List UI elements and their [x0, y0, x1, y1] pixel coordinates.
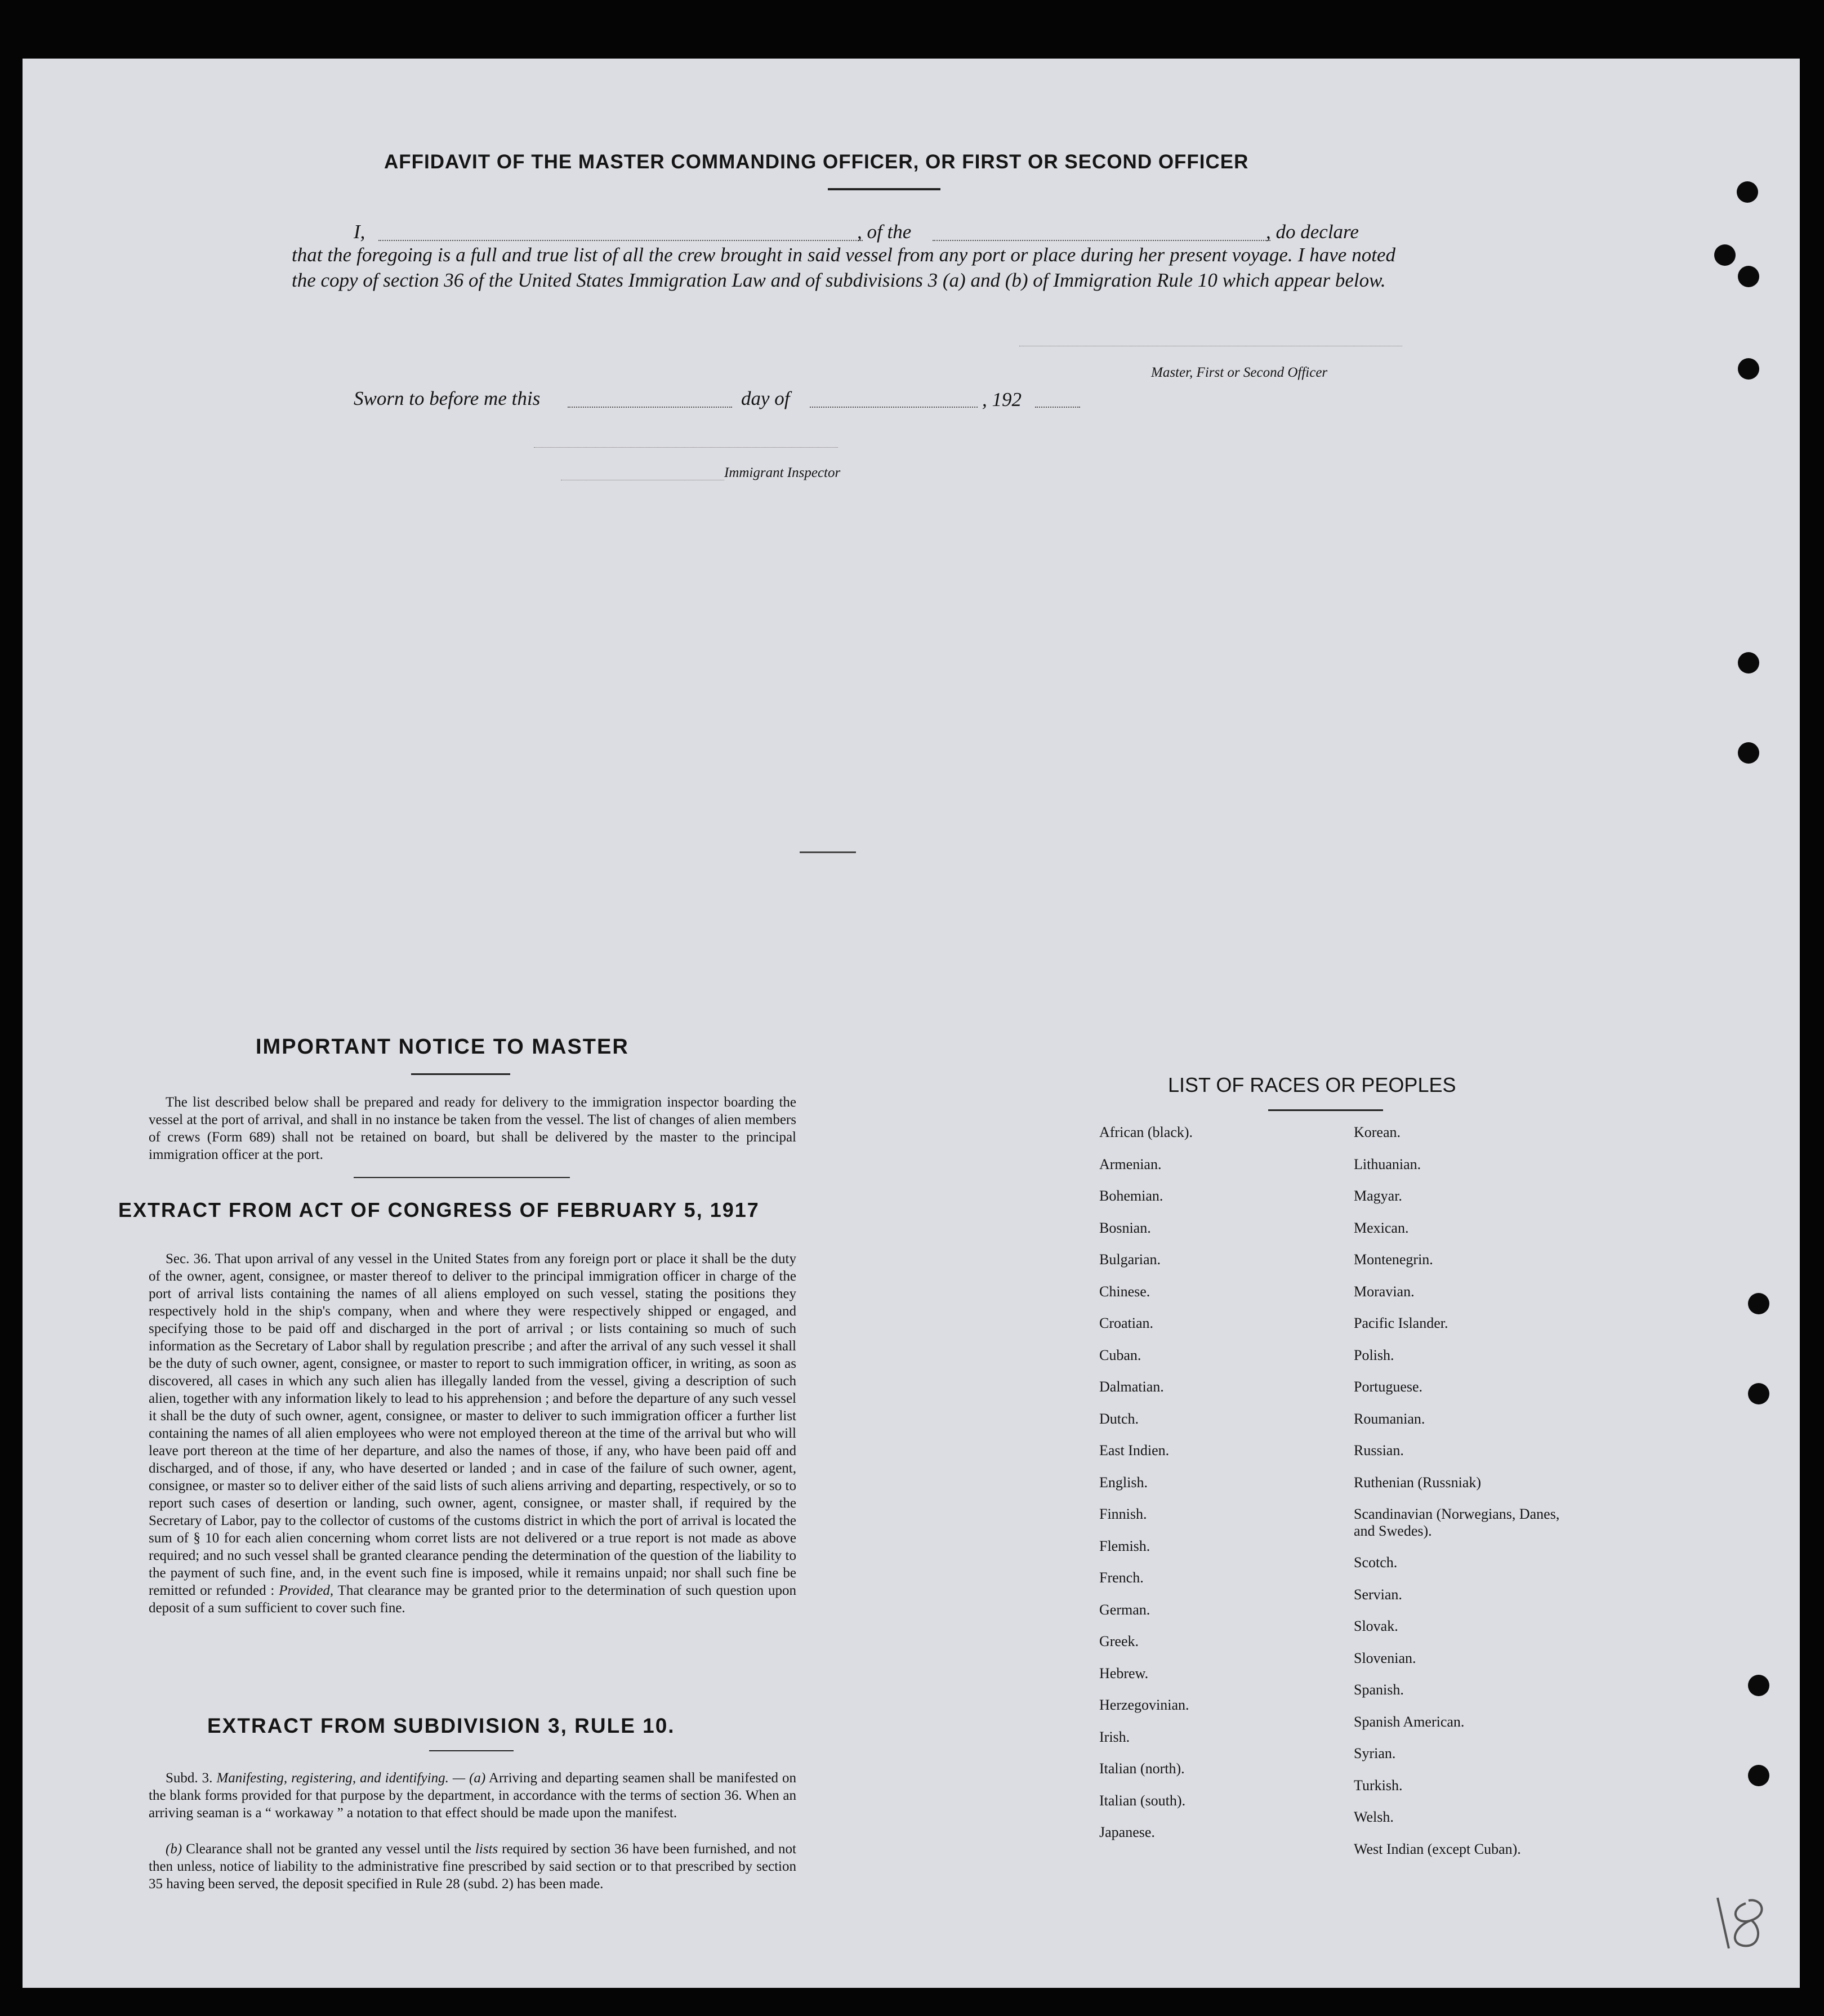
- race-item: Hebrew.: [1099, 1665, 1149, 1682]
- race-item: Japanese.: [1099, 1824, 1155, 1840]
- punch-hole: [1737, 181, 1758, 203]
- notice-text: The list described below shall be prepared and ready for delivery to the immigration inspector boarding the vessel at the port of arrival, and shall in no instance be taken from the vessel. The list of changes of alien members of crews (Form 689) shall not be retained on board, but shall be delivered by the master to the principal immigration officer at the port.: [149, 1095, 796, 1162]
- rule-subd-b-lists: lists: [475, 1841, 498, 1857]
- race-item: Scandinavian (Norwegians, Danes, and Swedes).: [1354, 1506, 1560, 1539]
- rule-subd-a-text: Arriving and departing seamen shall be manifested on the blank forms provided for that purpose by the department, in accordance with the terms of section 36. When an arriving seaman is a “ workaway ” a notation to that effect should be made upon the manifest.: [149, 1770, 797, 1821]
- affidavit-title: AFFIDAVIT OF THE MASTER COMMANDING OFFICER, OR FIRST OR SECOND OFFICER: [384, 151, 1249, 173]
- race-item: Welsh.: [1354, 1809, 1394, 1825]
- races-underline: [1268, 1109, 1383, 1111]
- race-item: Herzegovinian.: [1099, 1697, 1189, 1713]
- declarant-name-field[interactable]: [378, 240, 863, 241]
- race-item: Pacific Islander.: [1354, 1315, 1448, 1331]
- punch-hole: [1748, 1765, 1769, 1786]
- race-item: Bohemian.: [1099, 1188, 1163, 1204]
- title-underline: [828, 188, 940, 190]
- race-item: Montenegrin.: [1354, 1251, 1433, 1268]
- notice-underline: [411, 1073, 510, 1075]
- race-item: Portuguese.: [1354, 1379, 1423, 1395]
- vessel-name-field[interactable]: [933, 240, 1270, 241]
- declarant-label: I,: [354, 221, 365, 243]
- sworn-day-field[interactable]: [568, 407, 732, 408]
- form-page: [23, 59, 1800, 1988]
- notice-divider: [354, 1177, 570, 1178]
- race-item: German.: [1099, 1601, 1150, 1618]
- handwritten-mark: [1706, 1886, 1780, 1960]
- races-title: LIST OF RACES OR PEOPLES: [1168, 1073, 1456, 1096]
- race-item: Slovak.: [1354, 1618, 1398, 1634]
- race-item: Syrian.: [1354, 1745, 1396, 1761]
- race-item: Moravian.: [1354, 1283, 1415, 1300]
- sworn-year-field[interactable]: [1035, 407, 1080, 408]
- punch-hole: [1748, 1293, 1769, 1314]
- race-item: Roumanian.: [1354, 1410, 1425, 1427]
- rule-underline: [429, 1750, 514, 1751]
- rule-subd-heading: Manifesting, registering, and identifying.: [216, 1770, 449, 1786]
- race-item: Slovenian.: [1354, 1649, 1416, 1666]
- race-item: Ruthenian (Russniak): [1354, 1474, 1482, 1491]
- punch-hole: [1738, 266, 1759, 287]
- rule-subd-label: Subd. 3.: [166, 1770, 213, 1786]
- pen-mark: [800, 851, 856, 853]
- act-title: EXTRACT FROM ACT OF CONGRESS OF FEBRUARY 5, 1917: [118, 1198, 760, 1221]
- notice-title: IMPORTANT NOTICE TO MASTER: [256, 1035, 629, 1059]
- race-item: Chinese.: [1099, 1283, 1150, 1300]
- race-item: Croatian.: [1099, 1315, 1154, 1331]
- race-item: Polish.: [1354, 1346, 1394, 1363]
- race-item: African (black).: [1099, 1124, 1193, 1140]
- master-signature-label: Master, First or Second Officer: [1151, 365, 1328, 380]
- race-item: Bosnian.: [1099, 1219, 1151, 1236]
- inspector-label: Immigrant Inspector: [724, 465, 841, 480]
- race-item: Mexican.: [1354, 1219, 1409, 1236]
- act-body-end: That clearance may be granted prior to the determination of such question upon deposit of a sum sufficient to cover such fine.: [149, 1583, 796, 1616]
- punch-hole: [1714, 244, 1736, 266]
- race-item: Scotch.: [1354, 1554, 1398, 1571]
- punch-hole: [1748, 1383, 1769, 1404]
- race-item: Spanish.: [1354, 1682, 1404, 1698]
- race-item: Italian (south).: [1099, 1792, 1186, 1809]
- race-item: Italian (north).: [1099, 1760, 1185, 1777]
- punch-hole: [1738, 742, 1759, 764]
- act-body: That upon arrival of any vessel in the United States from any foreign port or place it shall be the duty of the owner, agent, consignee, or master thereof to deliver to the principal immigration officer in charge of the port of arrival lists containing the names of all aliens employed on such vessel, stating the positions they respectively hold in the ship's company, when and where they were respectively shipped or engaged, and specifying those to be paid off and discharged in the port of arrival ; or lists containing so much of such information as the Secretary of Labor shall by regulation prescribe ; and after the arrival of any such vessel it shall be the duty of such owner, agent, consignee, or master to report to such immigration officer, in writing, as soon as discovered, all cases in which any such alien has illegally landed from the vessel, giving a description of such alien, together with any information likely to lead to his apprehension ; and before the departure of any such vessel it shall be the duty of such owner, agent, consignee, or master to deliver to such immigration officer a further list containing the names of all alien employees who were not employed thereon at the time of the arrival but who will leave port thereon at the time of her departure, and also the names of those, if any, who have been paid off and discharged, and of those, if any, who have deserted or landed ; and in case of the failure of such owner, agent, consignee, or master so to deliver either of the said lists of such aliens arriving and departing, respectively, or so to report such cases of desertion or landing, such owner, agent, consignee, or master shall, if required by the Secretary of Labor, pay to the collector of customs of the customs district in which the port of arrival is located the sum of § 10 for each alien concerning whom corret lists are not delivered or a true report is not made as above required; and no such vessel shall be granted clearance pending the determination of the question of the liability to the payment of such fine, and, in the event such fine is imposed, while it remains unpaid; nor shall such fine be remitted or refunded :: [149, 1251, 796, 1598]
- race-item: West Indian (except Cuban).: [1354, 1840, 1521, 1857]
- race-item: Bulgarian.: [1099, 1251, 1161, 1268]
- race-item: Magyar.: [1354, 1188, 1402, 1204]
- act-provided-label: Provided,: [279, 1583, 334, 1598]
- race-item: Servian.: [1354, 1586, 1402, 1603]
- punch-hole: [1748, 1675, 1769, 1696]
- punch-hole: [1738, 358, 1759, 380]
- act-text: [149, 1250, 796, 1617]
- inspector-signature-field[interactable]: [534, 447, 838, 448]
- vessel-label: , of the: [857, 221, 912, 243]
- act-section-label: Sec. 36.: [166, 1251, 211, 1266]
- race-item: Spanish American.: [1354, 1713, 1465, 1730]
- sworn-month-field[interactable]: [810, 407, 978, 408]
- race-item: Lithuanian.: [1354, 1156, 1421, 1172]
- race-item: Cuban.: [1099, 1346, 1141, 1363]
- affidavit-paragraph: that the foregoing is a full and true list of all the crew brought in said vessel from any port or place during her present voyage. I have noted the copy of section 36 of the United States Immigration Law and of subdivisions 3 (a) and (b) of Immigration Rule 10 which appear below.: [292, 244, 1395, 291]
- race-item: Dutch.: [1099, 1410, 1139, 1427]
- race-item: Dalmatian.: [1099, 1379, 1164, 1395]
- rule-subd-b: [149, 1840, 796, 1893]
- declare-label: , do declare: [1266, 221, 1359, 243]
- rule-subd-b-text2: required by section 36 have been furnished, and not then unless, notice of liability to the administrative fine prescribed by said section or to that prescribed by section 35 having been served, the deposit specified in Rule 28 (subd. 2) has been made.: [149, 1841, 796, 1892]
- race-item: Russian.: [1354, 1442, 1404, 1459]
- race-item: Flemish.: [1099, 1537, 1150, 1554]
- race-item: Greek.: [1099, 1633, 1139, 1649]
- race-item: English.: [1099, 1474, 1148, 1491]
- punch-hole: [1738, 652, 1759, 674]
- day-of-label: day of: [741, 387, 790, 409]
- race-item: East Indien.: [1099, 1442, 1170, 1459]
- sworn-label: Sworn to before me this: [354, 387, 541, 409]
- race-item: Finnish.: [1099, 1506, 1147, 1522]
- rule-subd-a-label: — (a): [452, 1770, 486, 1786]
- race-item: Irish.: [1099, 1728, 1130, 1745]
- rule-title: EXTRACT FROM SUBDIVISION 3, RULE 10.: [207, 1714, 675, 1737]
- rule-subd-b-label: (b): [166, 1841, 182, 1857]
- race-item: Korean.: [1354, 1124, 1401, 1140]
- race-item: Turkish.: [1354, 1777, 1403, 1794]
- rule-subd-a: [149, 1769, 796, 1822]
- rule-subd-b-text1: Clearance shall not be granted any vessel until the: [186, 1841, 471, 1857]
- race-item: Armenian.: [1099, 1156, 1162, 1172]
- race-item: French.: [1099, 1569, 1144, 1586]
- year-label: , 192: [982, 389, 1022, 411]
